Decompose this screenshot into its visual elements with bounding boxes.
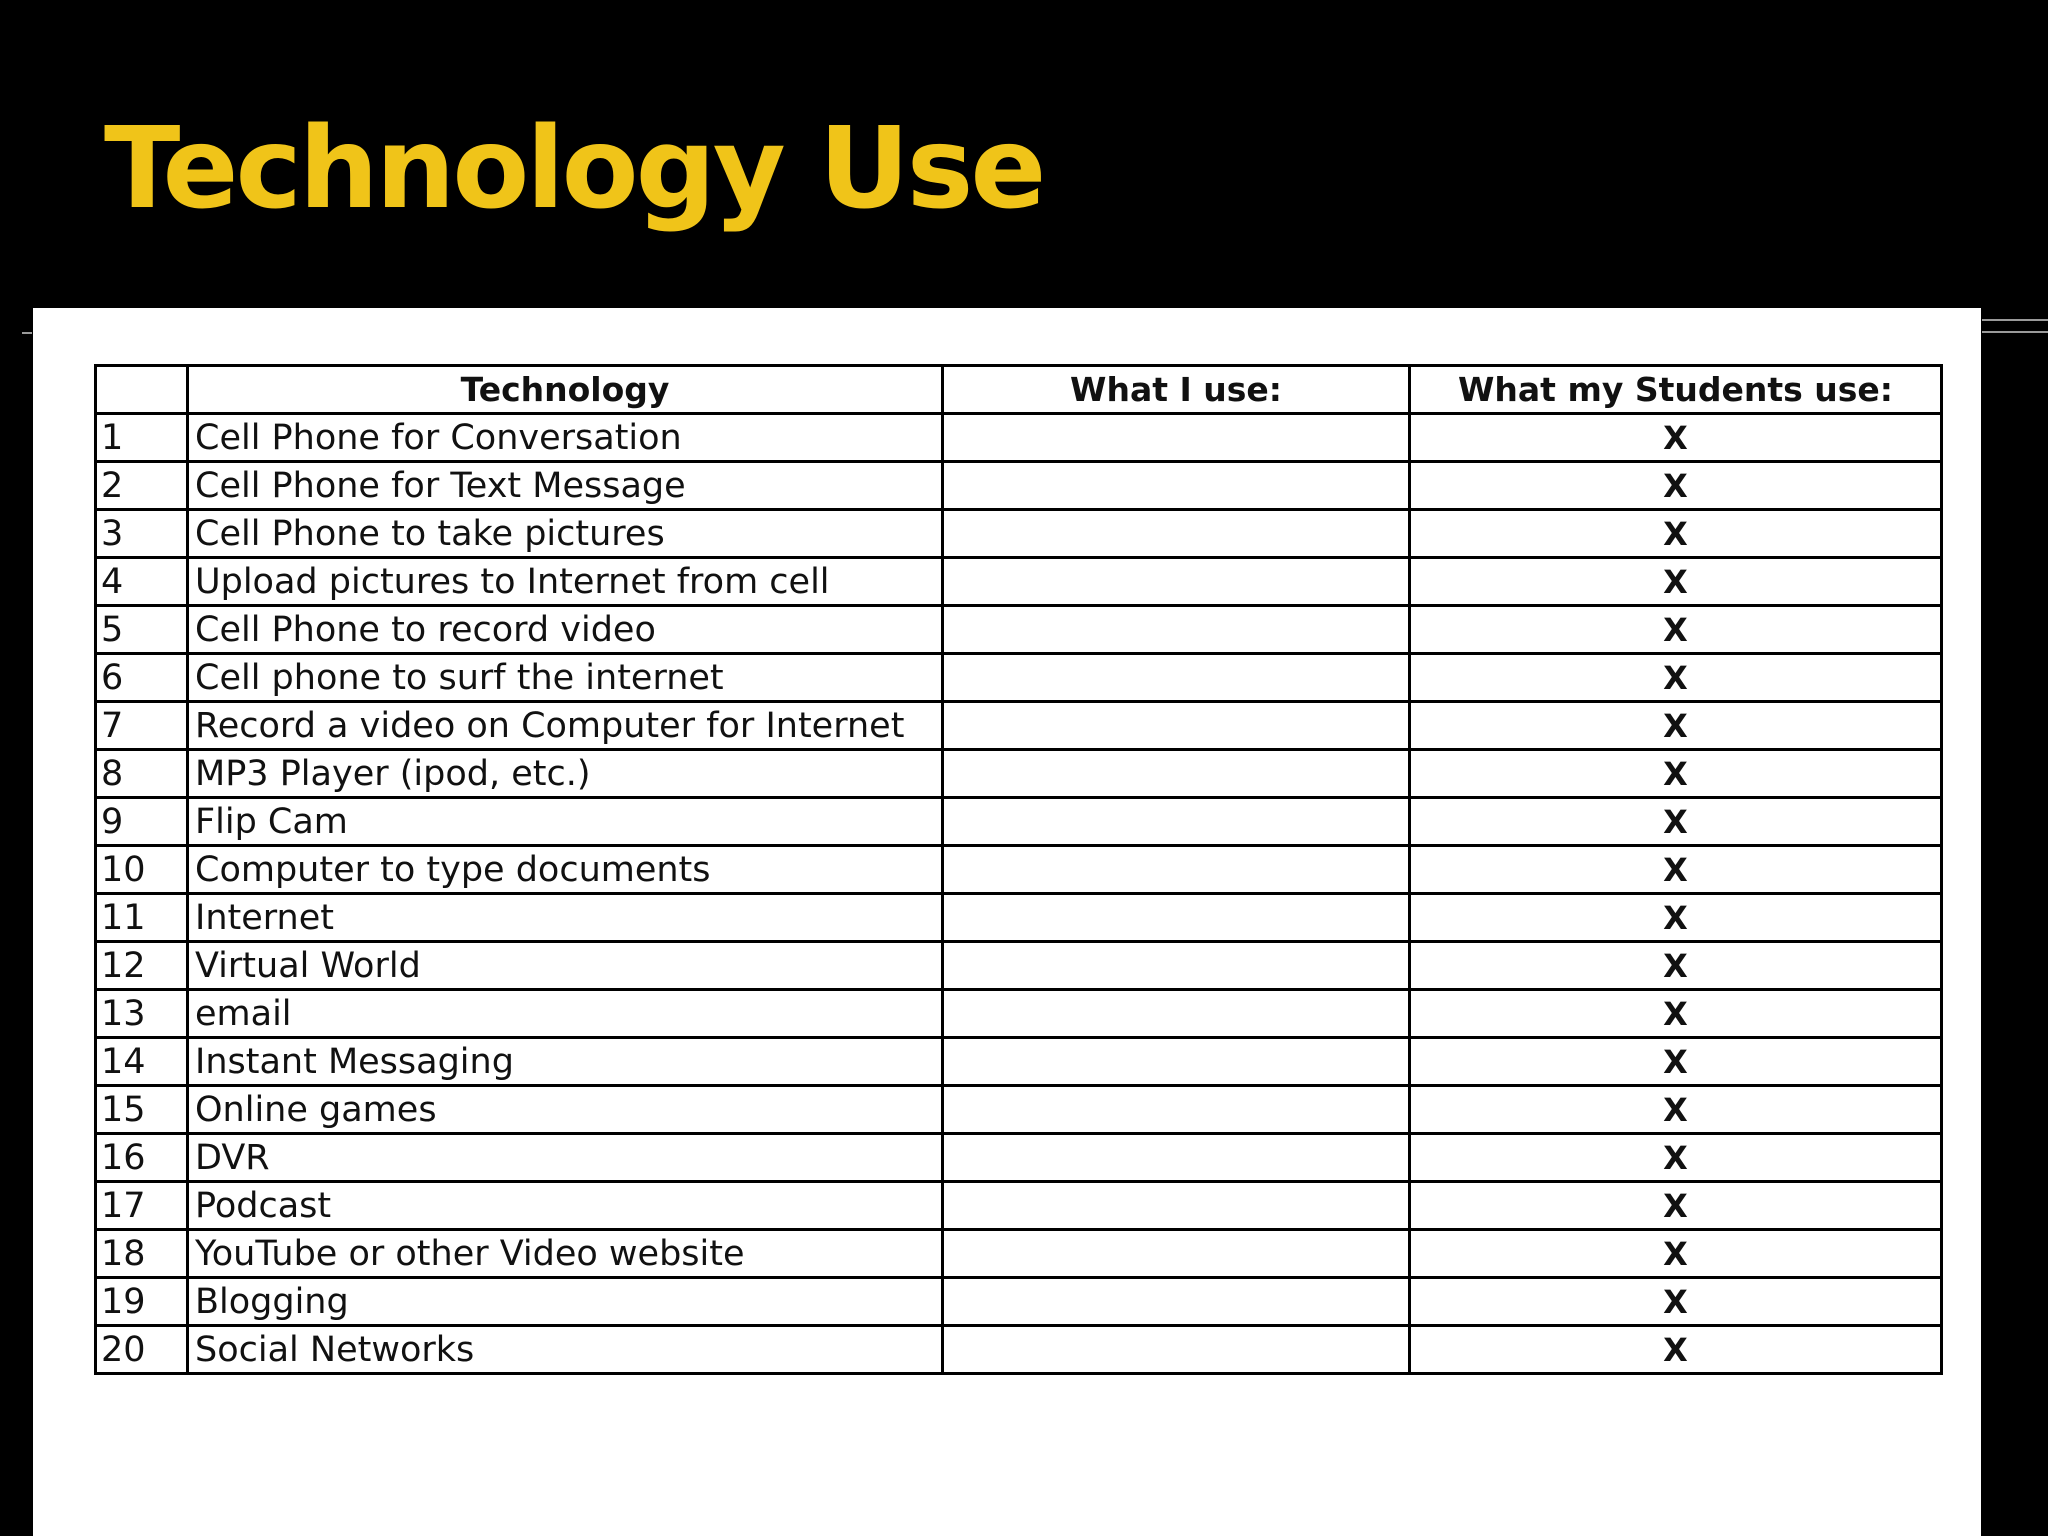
row-number: 5	[96, 606, 188, 654]
row-technology: Online games	[188, 1086, 943, 1134]
table-row	[96, 606, 1942, 654]
row-technology: YouTube or other Video website	[188, 1230, 943, 1278]
row-number: 17	[96, 1182, 188, 1230]
row-what-i-use	[943, 1182, 1410, 1230]
row-number: 2	[96, 462, 188, 510]
row-students-use-mark: X	[1410, 1038, 1942, 1086]
table-row	[96, 654, 1942, 702]
row-technology: Virtual World	[188, 942, 943, 990]
row-what-i-use	[943, 1278, 1410, 1326]
row-number: 14	[96, 1038, 188, 1086]
divider-left	[22, 332, 32, 334]
row-technology: Cell phone to surf the internet	[188, 654, 943, 702]
row-what-i-use	[943, 750, 1410, 798]
table-row	[96, 894, 1942, 942]
table-row	[96, 798, 1942, 846]
row-number: 3	[96, 510, 188, 558]
table-row	[96, 1278, 1942, 1326]
table-row	[96, 1086, 1942, 1134]
row-students-use-mark: X	[1410, 654, 1942, 702]
row-students-use-mark: X	[1410, 702, 1942, 750]
row-number: 4	[96, 558, 188, 606]
row-students-use-mark: X	[1410, 1230, 1942, 1278]
row-students-use-mark: X	[1410, 414, 1942, 462]
row-what-i-use	[943, 414, 1410, 462]
table-row	[96, 846, 1942, 894]
row-technology: Computer to type documents	[188, 846, 943, 894]
table-row	[96, 942, 1942, 990]
row-number: 20	[96, 1326, 188, 1374]
row-students-use-mark: X	[1410, 1278, 1942, 1326]
row-number: 7	[96, 702, 188, 750]
table-row	[96, 1326, 1942, 1374]
row-what-i-use	[943, 1326, 1410, 1374]
row-technology: Blogging	[188, 1278, 943, 1326]
row-technology: Cell Phone to take pictures	[188, 510, 943, 558]
row-students-use-mark: X	[1410, 894, 1942, 942]
row-what-i-use	[943, 1134, 1410, 1182]
row-number: 18	[96, 1230, 188, 1278]
table-row	[96, 414, 1942, 462]
row-number: 13	[96, 990, 188, 1038]
row-what-i-use	[943, 1086, 1410, 1134]
table-header-row	[96, 366, 1942, 414]
row-students-use-mark: X	[1410, 798, 1942, 846]
row-students-use-mark: X	[1410, 750, 1942, 798]
row-technology: Cell Phone to record video	[188, 606, 943, 654]
row-technology: Podcast	[188, 1182, 943, 1230]
row-technology: email	[188, 990, 943, 1038]
row-students-use-mark: X	[1410, 1086, 1942, 1134]
row-students-use-mark: X	[1410, 558, 1942, 606]
row-what-i-use	[943, 510, 1410, 558]
table-body	[96, 414, 1942, 1374]
row-technology: MP3 Player (ipod, etc.)	[188, 750, 943, 798]
row-what-i-use	[943, 942, 1410, 990]
row-students-use-mark: X	[1410, 990, 1942, 1038]
row-what-i-use	[943, 462, 1410, 510]
row-technology: Cell Phone for Conversation	[188, 414, 943, 462]
table-row	[96, 990, 1942, 1038]
header-what-i-use: What I use:	[943, 366, 1410, 414]
row-students-use-mark: X	[1410, 510, 1942, 558]
row-students-use-mark: X	[1410, 606, 1942, 654]
row-technology: Upload pictures to Internet from cell	[188, 558, 943, 606]
row-what-i-use	[943, 558, 1410, 606]
slide-title: Technology Use	[104, 104, 1044, 234]
row-number: 8	[96, 750, 188, 798]
table-row	[96, 1038, 1942, 1086]
row-students-use-mark: X	[1410, 462, 1942, 510]
row-technology: Record a video on Computer for Internet	[188, 702, 943, 750]
row-number: 15	[96, 1086, 188, 1134]
table-row	[96, 558, 1942, 606]
row-number: 6	[96, 654, 188, 702]
row-technology: DVR	[188, 1134, 943, 1182]
slide-header	[0, 0, 2048, 320]
row-technology: Instant Messaging	[188, 1038, 943, 1086]
row-students-use-mark: X	[1410, 846, 1942, 894]
row-what-i-use	[943, 894, 1410, 942]
row-number: 16	[96, 1134, 188, 1182]
row-students-use-mark: X	[1410, 1134, 1942, 1182]
row-students-use-mark: X	[1410, 1326, 1942, 1374]
row-what-i-use	[943, 1038, 1410, 1086]
row-what-i-use	[943, 606, 1410, 654]
table-row	[96, 510, 1942, 558]
table-row	[96, 1134, 1942, 1182]
table-row	[96, 462, 1942, 510]
table-row	[96, 750, 1942, 798]
row-what-i-use	[943, 1230, 1410, 1278]
row-what-i-use	[943, 702, 1410, 750]
row-number: 11	[96, 894, 188, 942]
row-technology: Social Networks	[188, 1326, 943, 1374]
row-students-use-mark: X	[1410, 1182, 1942, 1230]
row-what-i-use	[943, 990, 1410, 1038]
row-what-i-use	[943, 798, 1410, 846]
row-what-i-use	[943, 846, 1410, 894]
row-students-use-mark: X	[1410, 942, 1942, 990]
divider-right	[1982, 319, 2048, 321]
divider-right	[1982, 331, 2048, 333]
header-what-students-use: What my Students use:	[1410, 366, 1942, 414]
row-number: 12	[96, 942, 188, 990]
header-technology: Technology	[188, 366, 943, 414]
technology-table	[94, 364, 1943, 1375]
table-row	[96, 1230, 1942, 1278]
table-row	[96, 702, 1942, 750]
row-number: 9	[96, 798, 188, 846]
row-technology: Flip Cam	[188, 798, 943, 846]
row-number: 10	[96, 846, 188, 894]
row-technology: Internet	[188, 894, 943, 942]
row-what-i-use	[943, 654, 1410, 702]
table-row	[96, 1182, 1942, 1230]
row-number: 19	[96, 1278, 188, 1326]
row-number: 1	[96, 414, 188, 462]
row-technology: Cell Phone for Text Message	[188, 462, 943, 510]
header-number	[96, 366, 188, 414]
